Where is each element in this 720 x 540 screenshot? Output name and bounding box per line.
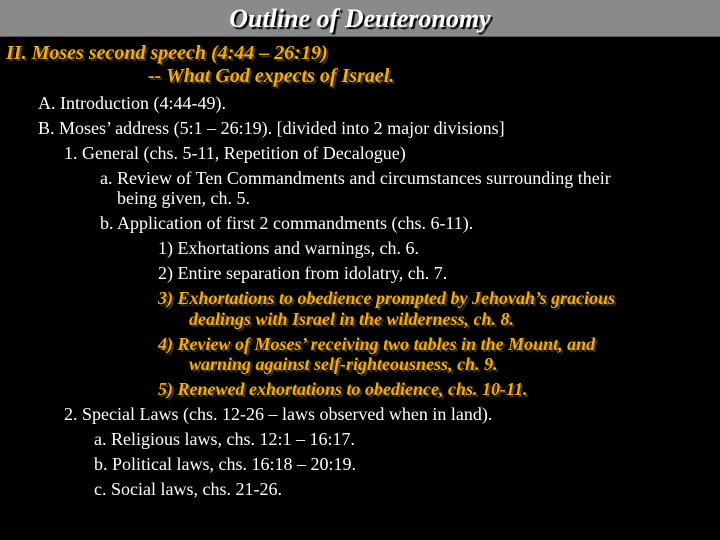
outline-item-i4: 4) Review of Moses’ receiving two tables in the Mount, and	[158, 334, 596, 354]
outline-item-b2: 2. Special Laws (chs. 12-26 – laws observed when in land).	[64, 404, 493, 424]
section-subheading: -- What God expects of Israel.	[148, 65, 395, 87]
outline-item-i3-cont: dealings with Israel in the wilderness, ch. 8.	[189, 309, 515, 329]
outline-item-i5: 5) Renewed exhortations to obedience, chs. 10-11.	[158, 379, 528, 399]
outline-item-b2c: c. Social laws, chs. 21-26.	[94, 479, 282, 499]
outline-item-i4-cont: warning against self-righteousness, ch. 9.	[189, 354, 498, 374]
outline-item-b1a: a. Review of Ten Commandments and circumstances surrounding their	[100, 168, 611, 188]
outline-item-b2b: b. Political laws, chs. 16:18 – 20:19.	[94, 454, 356, 474]
slide-title: Outline of Deuteronomy	[229, 4, 491, 33]
outline-item-i2: 2) Entire separation from idolatry, ch. 7.	[158, 263, 448, 283]
section-heading: II. Moses second speech (4:44 – 26:19)	[6, 42, 328, 64]
outline-item-a: A. Introduction (4:44-49).	[38, 93, 226, 113]
outline-item-b1b: b. Application of first 2 commandments (chs. 6-11).	[100, 213, 474, 233]
outline-item-b1a-cont: being given, ch. 5.	[117, 188, 250, 208]
outline-item-i3: 3) Exhortations to obedience prompted by Jehovah’s gracious	[158, 288, 616, 308]
outline-item-i1: 1) Exhortations and warnings, ch. 6.	[158, 238, 419, 258]
outline-item-b2a: a. Religious laws, chs. 12:1 – 16:17.	[94, 429, 355, 449]
outline-item-b: B. Moses’ address (5:1 – 26:19). [divided into 2 major divisions]	[38, 118, 505, 138]
outline-item-b1: 1. General (chs. 5-11, Repetition of Decalogue)	[64, 143, 406, 163]
